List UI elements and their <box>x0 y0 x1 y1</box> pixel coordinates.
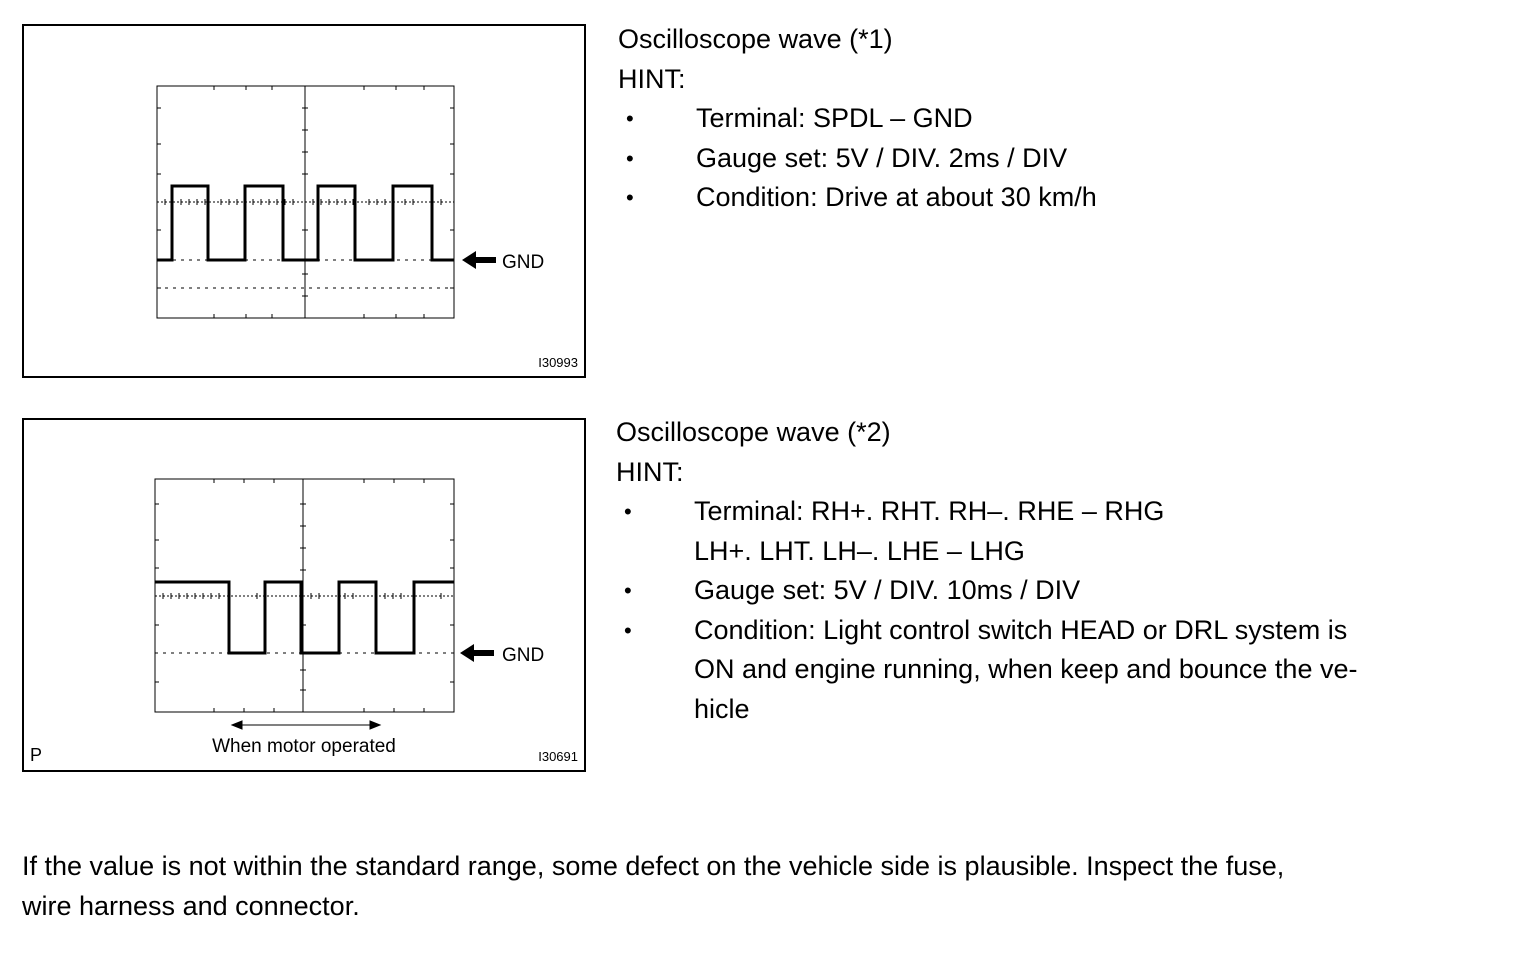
wave-title: Oscilloscope wave (*1) <box>618 24 893 54</box>
hint-line: LH+. LHT. LH–. LHE – LHG <box>694 535 1025 566</box>
motor-span-arrow <box>232 721 380 729</box>
waveform-plot-2 <box>24 420 584 770</box>
hint-line: hicle <box>694 693 750 724</box>
wave-title: Oscilloscope wave (*2) <box>616 417 891 447</box>
hint-item <box>616 571 1496 611</box>
hint-line: ON and engine running, when keep and bounce the ve- <box>694 654 1358 684</box>
hint-item: • Gauge set: 5V / DIV. 2ms / DIV <box>618 139 1498 179</box>
wave-description-2 <box>616 413 1496 729</box>
hint-line: • Gauge set: 5V / DIV. 10ms / DIV <box>694 575 1081 605</box>
hint-line: • Terminal: RH+. RHT. RH–. RHE – RHG <box>694 496 1165 526</box>
gnd-label: GND <box>502 252 545 273</box>
hint-item: • Condition: Drive at about 30 km/h <box>618 178 1498 218</box>
oscilloscope-figure-2 <box>22 418 586 772</box>
waveform-plot-1 <box>24 26 584 376</box>
motor-span-label: When motor operated <box>212 736 396 757</box>
footer-note <box>22 846 1502 926</box>
hint-item: • Terminal: SPDL – GND <box>618 99 1498 139</box>
hint-line: • Condition: Light control switch HEAD or DRL system is <box>694 614 1348 645</box>
gnd-label: GND <box>502 645 545 666</box>
footer-line: If the value is not within the standard range, some defect on the vehicle side is plausible. Inspect the fuse, <box>22 851 1285 881</box>
wave-description-1 <box>618 20 1498 218</box>
gnd-arrow-icon <box>462 251 496 269</box>
figure-corner-mark: P <box>30 745 43 765</box>
oscilloscope-figure-1 <box>22 24 586 378</box>
figure-code: I30993 <box>538 355 578 370</box>
hint-item <box>616 492 1496 571</box>
figure-code: I30691 <box>538 749 578 764</box>
hint-item <box>616 611 1496 730</box>
footer-line: wire harness and connector. <box>22 891 360 921</box>
hint-list <box>616 492 1496 729</box>
gnd-arrow-icon <box>460 644 494 662</box>
hint-label: HINT: <box>618 63 686 94</box>
square-wave-trace <box>155 582 454 653</box>
hint-label: HINT: <box>616 456 684 487</box>
hint-list <box>618 99 1498 218</box>
